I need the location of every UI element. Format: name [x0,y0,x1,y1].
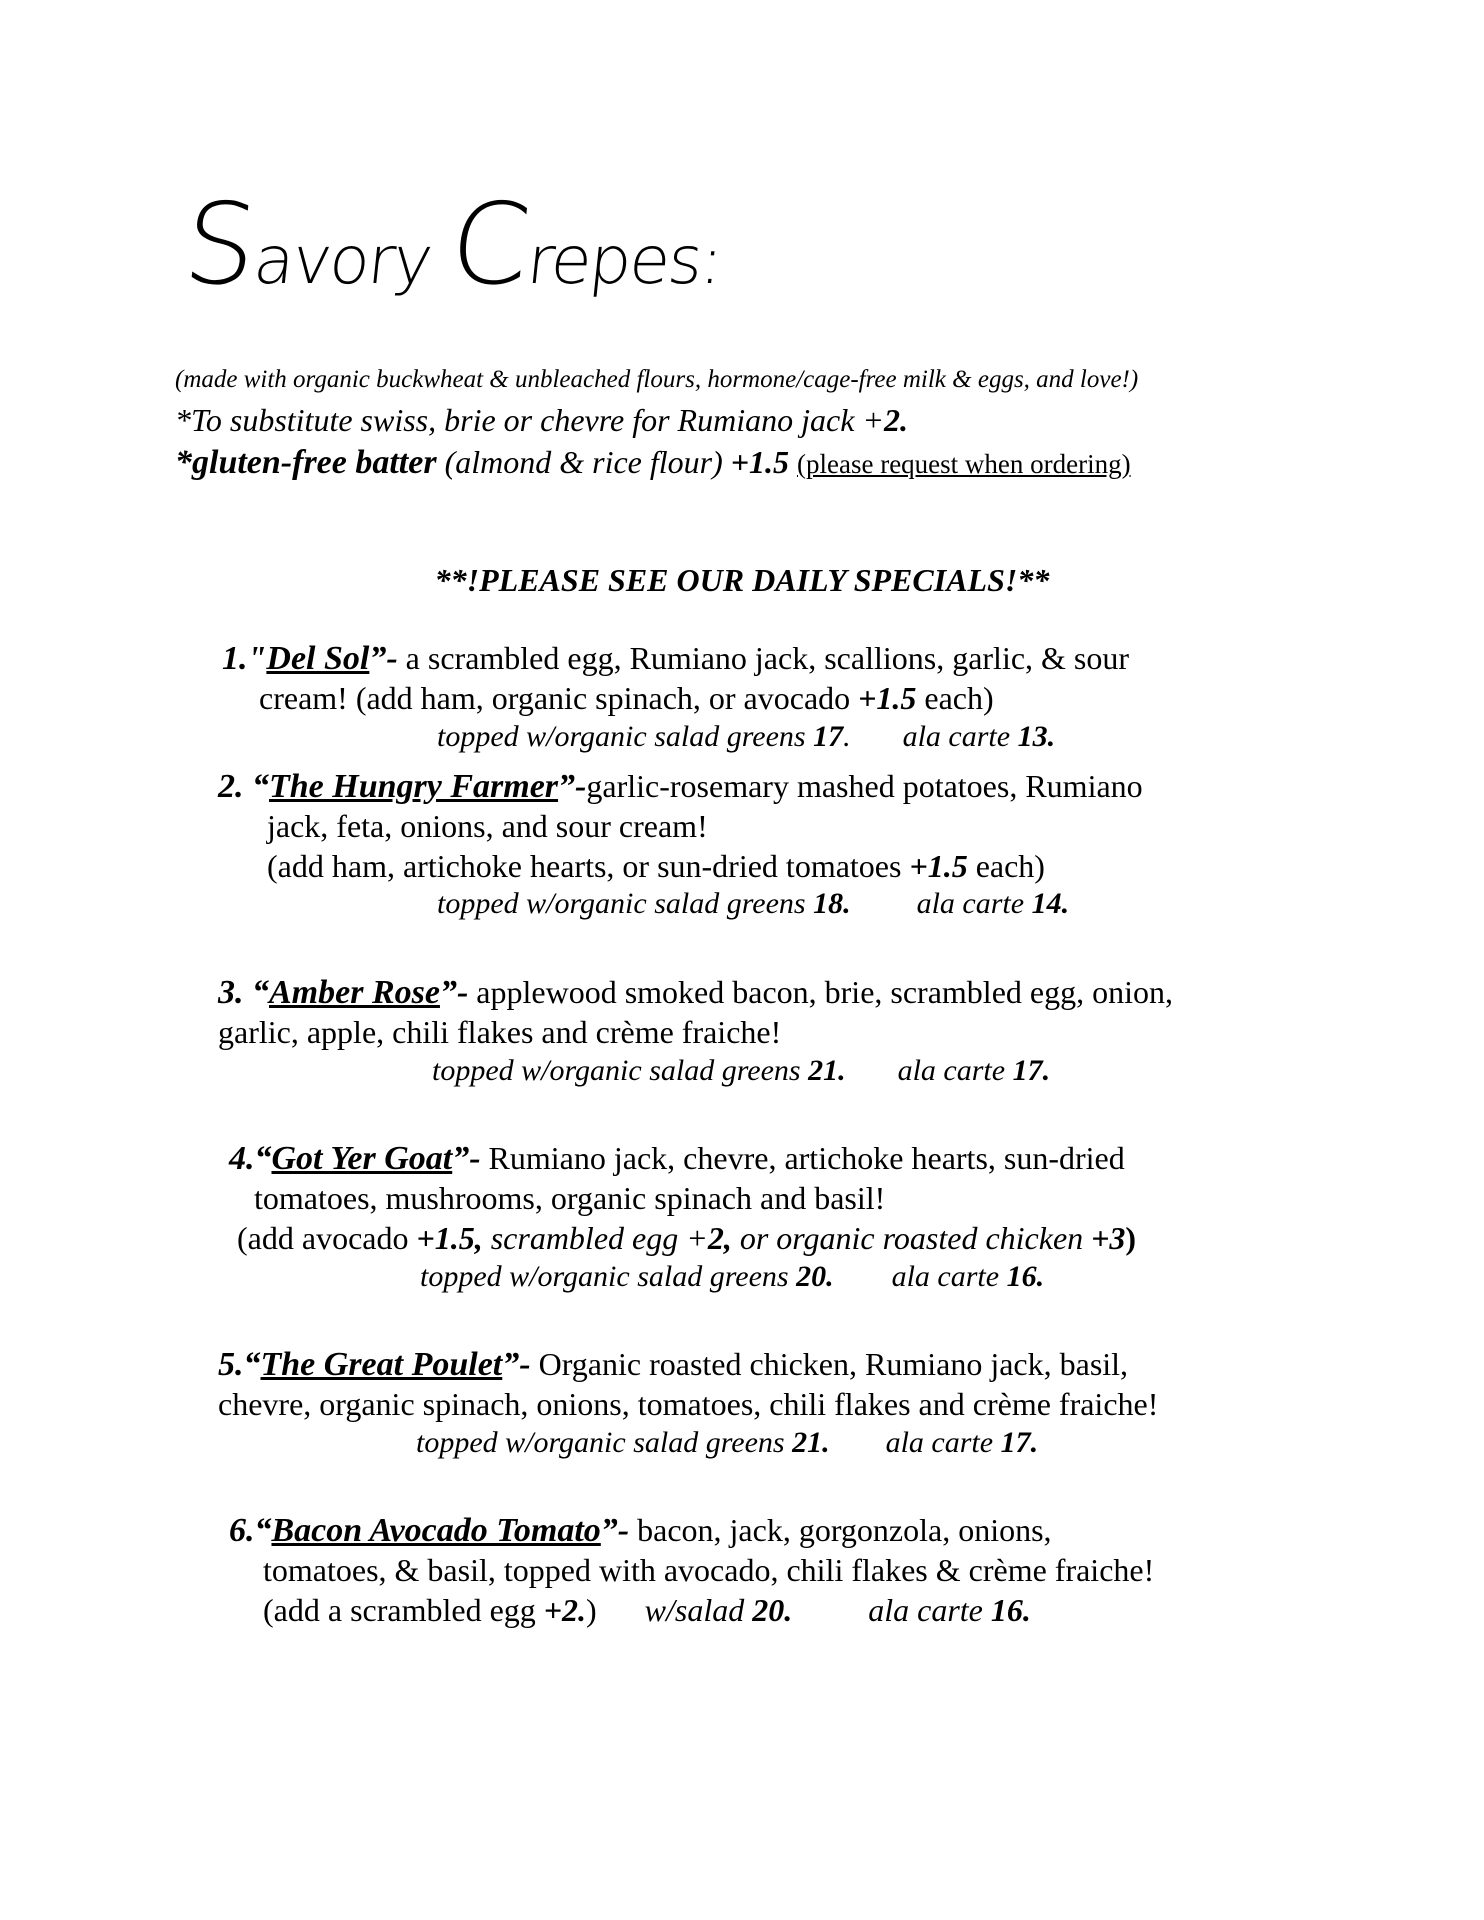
ingredients-note: (made with organic buckwheat & unbleached flours, hormone/cage-free milk & eggs, and love!) [175,366,1139,393]
item-description: Organic roasted chicken, Rumiano jack, basil, [538,1346,1129,1382]
item-name: 4.“Got Yer Goat”- [229,1140,481,1177]
item-prices: topped w/organic salad greens 21. ala carte 17. [432,1054,1051,1087]
item-description: a scrambled egg, Rumiano jack, scallions, garlic, & sour [405,640,1130,676]
item-prices: topped w/organic salad greens 21. ala carte 17. [416,1426,1039,1459]
daily-specials-banner: **!PLEASE SEE OUR DAILY SPECIALS!** [434,562,1050,598]
item-name: 1."Del Sol”- [222,640,398,677]
item-prices: (add a scrambled egg +2.) w/salad 20. ala carte 16. [263,1592,1031,1628]
item-description: garlic-rosemary mashed potatoes, Rumiano [586,768,1143,804]
item-name: 5.“The Great Poulet”- [218,1346,531,1383]
item-name: 2. “The Hungry Farmer”- [218,768,587,805]
item-description: bacon, jack, gorgonzola, onions, [637,1512,1052,1548]
item-prices: topped w/organic salad greens 17. ala carte 13. [437,720,1056,753]
item-description: Rumiano jack, chevre, artichoke hearts, sun-dried [488,1140,1125,1176]
item-prices: topped w/organic salad greens 20. ala carte 16. [420,1260,1045,1293]
substitute-note: *To substitute swiss, brie or chevre for Rumiano jack +2. [175,402,908,438]
item-description: applewood smoked bacon, brie, scrambled egg, onion, [476,974,1173,1010]
gluten-free-note: *gluten-free batter (almond & rice flour) +1.5 (please request when ordering) [175,444,1131,481]
item-name: 6.“Bacon Avocado Tomato”- [229,1512,630,1549]
item-name: 3. “Amber Rose”- [218,974,469,1011]
menu-title: Savory Crepes: [178,180,726,310]
item-prices: topped w/organic salad greens 18. ala carte 14. [437,887,1070,920]
